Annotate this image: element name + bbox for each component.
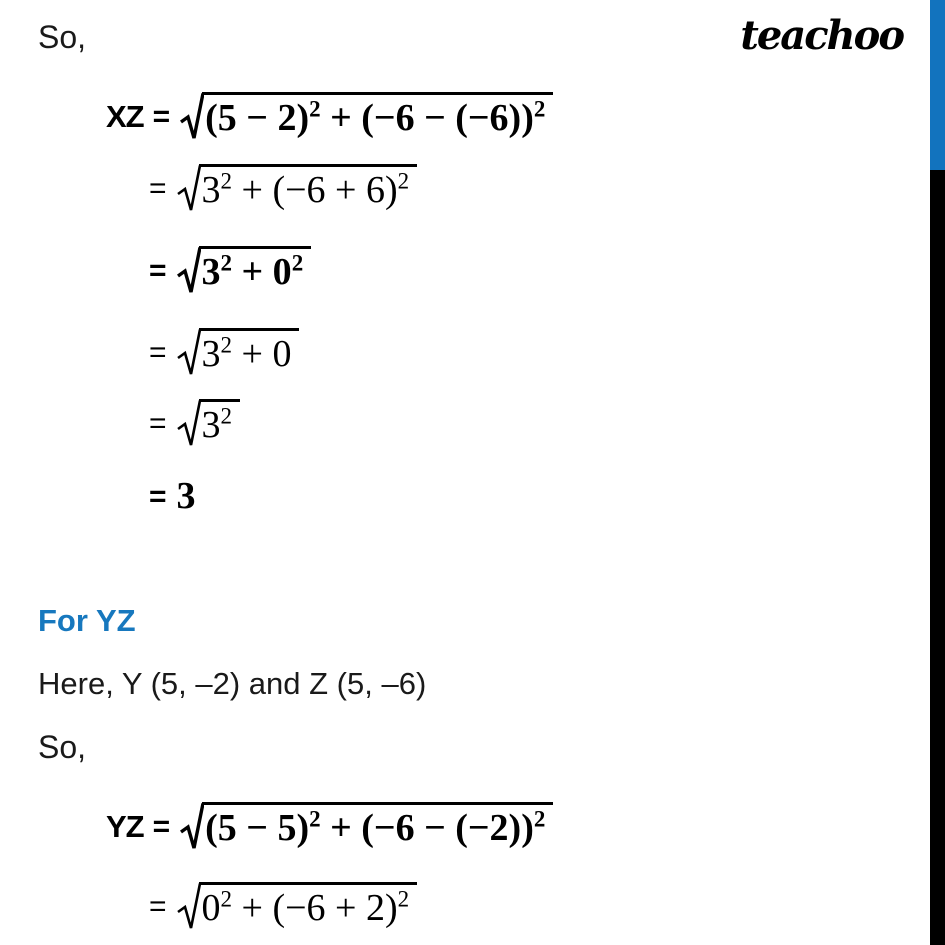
intro-so-text: So, (38, 19, 87, 55)
radicand: $0^2 + (-6 + 2)^2$ (199, 882, 418, 931)
square-root-expression (177, 246, 312, 295)
equals-sign: = (149, 172, 167, 205)
square-root-expression (180, 92, 553, 141)
edge-strip-black (930, 170, 945, 945)
equation-lhs: YZ (106, 809, 144, 844)
equation-line (149, 246, 311, 295)
given-points-text: Here, Y (5, –2) and Z (5, –6) (38, 666, 427, 701)
exponent: 2 (291, 250, 304, 276)
exponent: 2 (220, 250, 233, 276)
exponent: 2 (397, 168, 410, 194)
equation-value: 3 (176, 475, 196, 517)
equals-sign: = (149, 254, 167, 287)
equation-line (149, 328, 299, 377)
equals-sign: = (149, 890, 167, 923)
square-root-expression (180, 802, 553, 851)
equation-line (149, 164, 417, 213)
equation-line (106, 92, 553, 141)
equals-sign: = (149, 480, 167, 513)
radical-sign-icon (177, 164, 201, 213)
exponent: 2 (309, 806, 321, 832)
radicand: $(5 - 5)^2 + (-6 - (-2))^2$ (202, 802, 553, 851)
radical-sign-icon (177, 882, 201, 931)
exponent: 2 (309, 96, 321, 122)
equation-line (106, 802, 553, 851)
radicand: $3^2$ (199, 399, 241, 448)
radicand: $3^2 + 0^2$ (199, 246, 312, 295)
square-root-expression (177, 328, 300, 377)
radical-sign-icon (180, 802, 204, 851)
exponent: 2 (533, 96, 546, 122)
radicand: $3^2 + 0$ (199, 328, 300, 377)
equals-sign: = (152, 810, 171, 843)
radicand: $3^2 + (-6 + 6)^2$ (199, 164, 418, 213)
square-root-expression (177, 399, 241, 448)
square-root-expression (177, 882, 418, 931)
teachoo-logo: teachoo (740, 12, 903, 59)
exponent: 2 (220, 332, 233, 358)
radical-sign-icon (177, 246, 201, 295)
exponent: 2 (220, 168, 233, 194)
exponent: 2 (220, 403, 233, 429)
exponent: 2 (533, 806, 546, 832)
equation-lhs: XZ (106, 99, 144, 134)
radical-sign-icon (180, 92, 204, 141)
radical-sign-icon (177, 399, 201, 448)
equation-line (149, 399, 240, 448)
equation-line (149, 472, 196, 521)
section-heading-yz: For YZ (38, 603, 136, 638)
square-root-expression (177, 164, 418, 213)
equation-line (149, 882, 417, 931)
so-text-2: So, (38, 729, 87, 765)
equals-sign: = (152, 100, 171, 133)
equals-sign: = (149, 407, 167, 440)
radicand: $(5 - 2)^2 + (-6 - (-6))^2$ (202, 92, 553, 141)
exponent: 2 (220, 886, 233, 912)
equals-sign: = (149, 336, 167, 369)
edge-strip-blue (930, 0, 945, 170)
exponent: 2 (397, 886, 410, 912)
radical-sign-icon (177, 328, 201, 377)
